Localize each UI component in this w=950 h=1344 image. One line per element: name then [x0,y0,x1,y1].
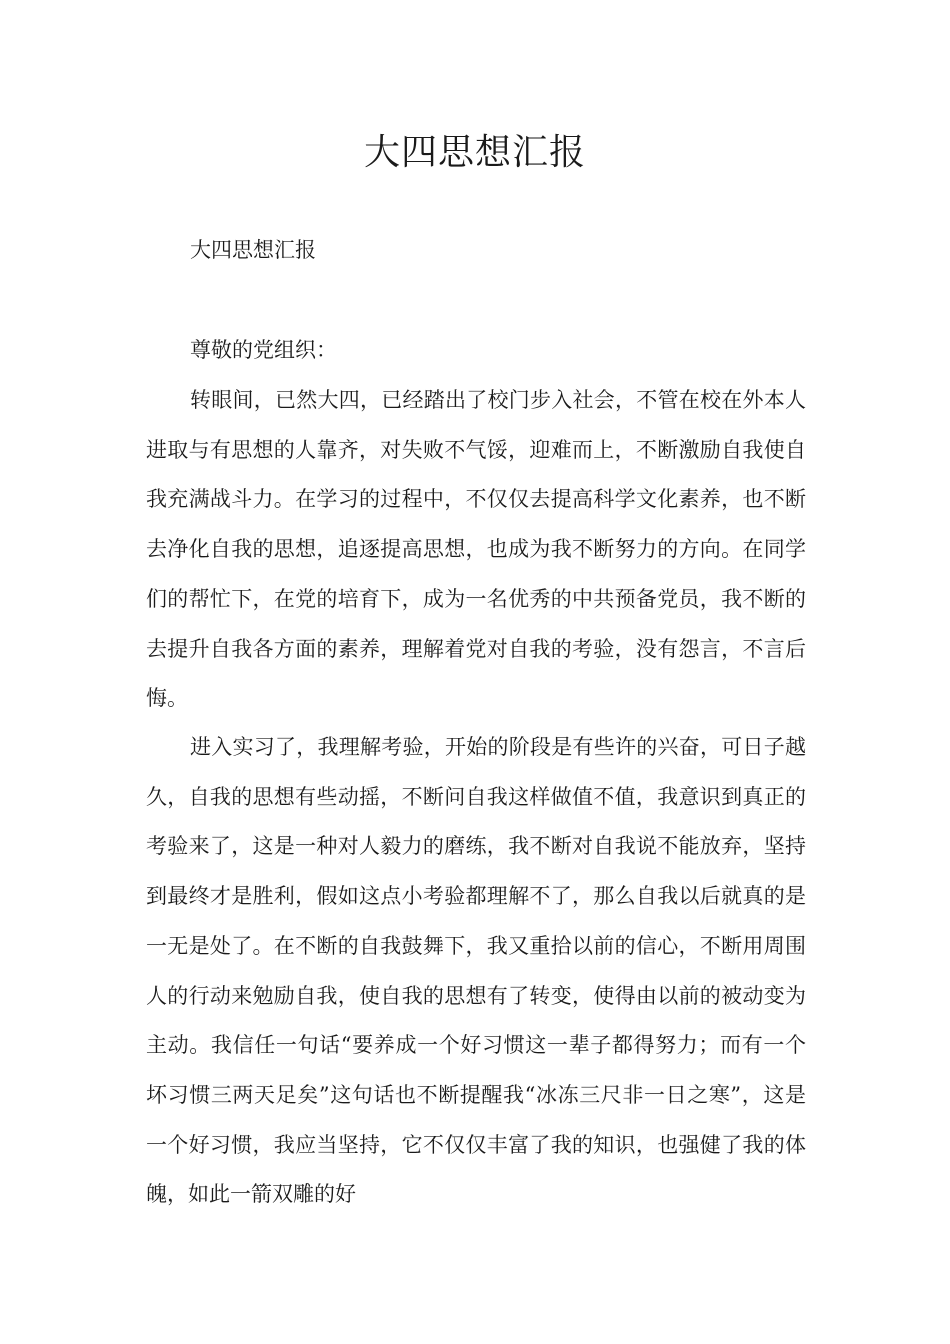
document-title: 大四思想汇报 [363,132,586,173]
document-subtitle: 大四思想汇报 [190,238,316,262]
salutation: 尊敬的党组织： [190,338,337,362]
paragraph-1: 转眼间，已然大四，已经踏出了校门步入社会，不管在校在外本人进取与有思想的人靠齐，对失败不气馁，迎难而上，不断激励自我使自我充满战斗力。在学习的过程中，不仅仅去提高科学文化素养，也不断去净化自我的思想，追逐提高思想，也成为我不断努力的方向。在同学们的帮忙下，在党的培育下，成为一名优秀的中共预备党员，我不断的去提升自我各方面的素养，理解着党对自我的考验，没有怨言，不言后悔。 [146,388,806,711]
paragraph-2: 进入实习了，我理解考验，开始的阶段是有些许的兴奋，可日子越久，自我的思想有些动摇，不断问自我这样做值不值，我意识到真正的考验来了，这是一种对人毅力的磨练，我不断对自我说不能放弃，坚持到最终才是胜利，假如这点小考验都理解不了，那么自我以后就真的是一无是处了。在不断的自我鼓舞下，我又重拾以前的信心，不断用周围人的行动来勉励自我，使自我的思想有了转变，使得由以前的被动变为主动。我信任一句话“要养成一个好习惯这一辈子都得努力；而有一个坏习惯三两天足矣”这句话也不断提醒我“冰冻三尺非一日之寒”，这是一个好习惯，我应当坚持，它不仅仅丰富了我的知识，也强健了我的体魄，如此一箭双雕的好 [146,735,806,1207]
